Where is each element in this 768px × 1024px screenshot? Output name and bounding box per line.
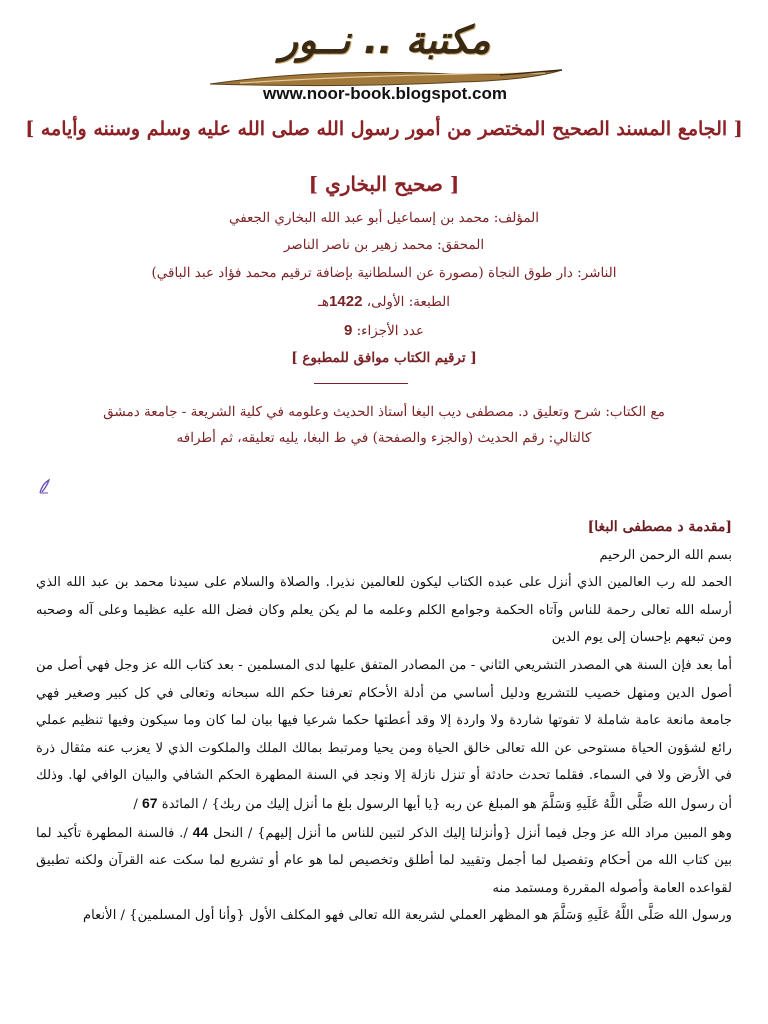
logo-url[interactable]: www.noor-book.blogspot.com (263, 84, 507, 103)
edition-label: الطبعة: الأولى، (362, 294, 451, 310)
library-logo (200, 18, 570, 108)
introduction-body (36, 514, 732, 930)
paragraph-4: ورسول الله صَلَّى اللَّهُ عَلَيهِ وَسَلَّمَ هو المظهر العملي لشريعة الله تعالى فهو المكلف الأول {وأنا أول المسلمين} / الأنعام (82, 908, 732, 924)
verse-number: 67 (142, 794, 158, 811)
paragraph-3-end: /. فالسنة المطهرة تأكيد لما بين كتاب الله من أحكام وتفصيل لما أجمل وتقييد لما أطلق وتخصيص لما هو عام أو تشريع لما سكت عنه القرآن ولكنه تطبيق لقواعده العامة وأصوله المقررة ومستمد منه (36, 825, 732, 896)
separator-line (314, 383, 408, 384)
publisher-line: الناشر: دار طوق النجاة (مصورة عن السلطانية بإضافة ترقيم محمد فؤاد عبد الباقي) (151, 265, 617, 281)
pen-icon (36, 478, 54, 496)
paragraph-2-end: / (133, 796, 143, 812)
volumes-line (0, 322, 768, 339)
paragraph-1: الحمد لله رب العالمين الذي أنزل على عبده الكتاب ليكون للعالمين نذيرا. والصلاة والسلام على سيدنا محمد بن عبد الله الذي أرسله الله تعالى رحمة للناس وآتاه الحكمة وجوامع الكلم وعلمه ما لم يكن يعلم وكان فضل الله عليه عظيما وعلى آله وصحبه ومن تبعهم بإحسان إلى يوم الدين (36, 575, 732, 646)
intro-heading: [مقدمة د مصطفى البغا] (587, 519, 732, 535)
volumes-value: 9 (344, 322, 353, 339)
format-line: كالتالي: رقم الحديث (والجزء والصفحة) في ط البغا، يليه تعليقه، ثم أطرافه (176, 430, 592, 446)
logo-title: مكتبة .. نــور (279, 18, 491, 62)
volumes-label: عدد الأجزاء: (352, 323, 424, 339)
paragraph-2-text: أما بعد فإن السنة هي المصدر التشريعي الثاني - من المصادر المتفق عليها لدى المسلمين - بعد كتاب الله عز وجل فهي أصل من أصول الدين ومنهل خصيب للتشريع ودليل أساسي من أدلة الأحكام تعرفنا حكم الله سبحانه وتعالى في كل كبير وصغير فهي جامعة مانعة عامة شاملة لا تفوتها شاردة ولا واردة إلا وقد أعطتها حكما شرعيا فيها بيان لما كان وما سيكون وفيها تنظيم عملي رائع لشؤون الحياة مستوحى عن الله تعالى خالق الحياة ومن يحيا ومرتبط بمالك الملك والملكوت الذي لا يعزب عنه مثقال ذرة في الأرض ولا في السماء. فقلما تحدث حادثة أو تنزل نازلة إلا ونجد في السنة المطهرة الحكم الشافي والبيان الوافي لها. وذلك أن رسول الله صَلَّى اللَّهُ عَلَيهِ وَسَلَّمَ هو المبلغ عن ربه {يا أيها الرسول بلغ ما أنزل إليك من ربك} / المائدة (36, 657, 732, 812)
basmala: بسم الله الرحمن الرحيم (599, 547, 732, 563)
paragraph-3-text: وهو المبين مراد الله عز وجل فيما أنزل {وأنزلنا إليك الذكر لتبين للناس ما أنزل إليهم} / النحل (208, 825, 732, 841)
paragraph-2 (36, 652, 732, 819)
numbering-note: [ ترقيم الكتاب موافق للمطبوع ] (291, 350, 477, 366)
book-full-title: [ الجامع المسند الصحيح المختصر من أمور رسول الله صلى الله عليه وسلم وسننه وأيامه ] (25, 118, 743, 140)
verse-number: 44 (192, 823, 209, 840)
paragraph-3 (36, 819, 732, 903)
author-line: المؤلف: محمد بن إسماعيل أبو عبد الله البخاري الجعفي (228, 210, 540, 226)
book-short-title: [ صحيح البخاري ] (308, 172, 460, 196)
edition-year: 1422 (329, 293, 363, 310)
edition-line (0, 293, 768, 310)
editor-line: المحقق: محمد زهير بن ناصر الناصر (283, 237, 485, 253)
commentary-line: مع الكتاب: شرح وتعليق د. مصطفى ديب البغا أستاذ الحديث وعلومه في كلية الشريعة - جامعة دمشق (103, 404, 665, 420)
edition-suffix: هـ (317, 294, 330, 310)
